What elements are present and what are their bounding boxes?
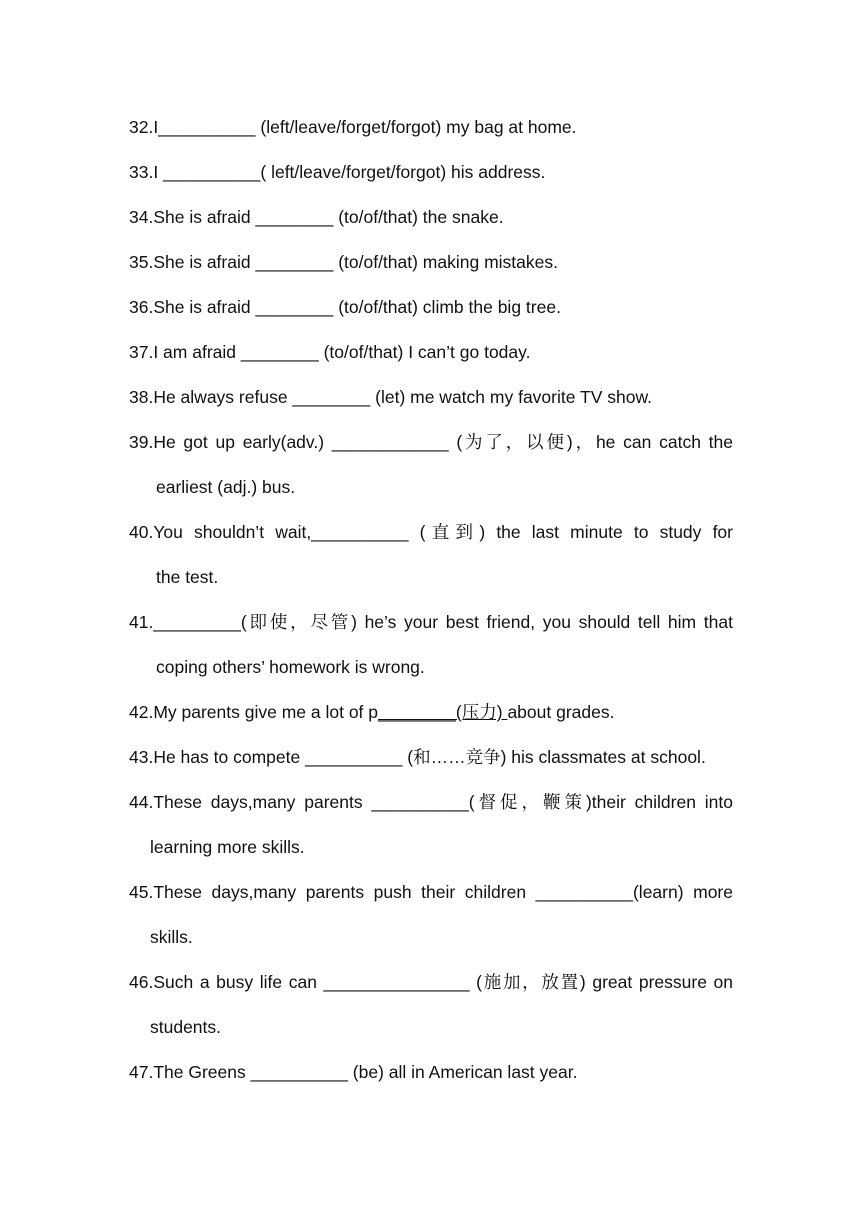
question-43: 43.He has to compete __________ (和……竞争) his classmates at school. <box>129 747 706 767</box>
question-39-continuation: earliest (adj.) bus. <box>156 477 296 497</box>
question-42-text-start: 42.My parents give me a lot of p <box>129 702 379 722</box>
question-45-continuation: skills. <box>150 927 193 947</box>
question-40-continuation: the test. <box>156 567 219 587</box>
question-list <box>129 112 733 1102</box>
question-44: 44.These days,many parents __________(督促，鞭策)their children into <box>129 792 733 812</box>
question-42-text-end: about grades. <box>507 702 615 722</box>
question-39: 39.He got up early(adv.) ____________ (为了，以便)，he can catch the <box>129 432 733 452</box>
question-33: 33.I __________( left/leave/forget/forgot) his address. <box>129 162 546 182</box>
question-47: 47.The Greens __________ (be) all in American last year. <box>129 1062 578 1082</box>
question-41-continuation: coping others’ homework is wrong. <box>156 657 425 677</box>
question-42-underlined-blank: ________ <box>378 702 456 722</box>
question-45: 45.These days,many parents push their children __________(learn) more <box>129 882 733 902</box>
question-38: 38.He always refuse ________ (let) me watch my favorite TV show. <box>129 387 652 407</box>
question-35: 35.She is afraid ________ (to/of/that) making mistakes. <box>129 252 558 272</box>
question-44-continuation: learning more skills. <box>150 837 305 857</box>
question-46-continuation: students. <box>150 1017 222 1037</box>
question-42 <box>129 697 733 742</box>
question-40: 40.You shouldn’t wait,__________ (直到) the last minute to study for <box>129 522 733 542</box>
question-37: 37.I am afraid ________ (to/of/that) I can’t go today. <box>129 342 531 362</box>
question-34: 34.She is afraid ________ (to/of/that) the snake. <box>129 207 504 227</box>
question-41: 41._________(即使，尽管) he’s your best friend, you should tell him that <box>129 612 733 632</box>
question-32: 32.I__________ (left/leave/forget/forgot) my bag at home. <box>129 117 577 137</box>
question-46: 46.Such a busy life can _______________ (施加，放置) great pressure on <box>129 972 733 992</box>
question-42-underlined-hint: (压力) <box>455 702 508 722</box>
question-36: 36.She is afraid ________ (to/of/that) climb the big tree. <box>129 297 561 317</box>
